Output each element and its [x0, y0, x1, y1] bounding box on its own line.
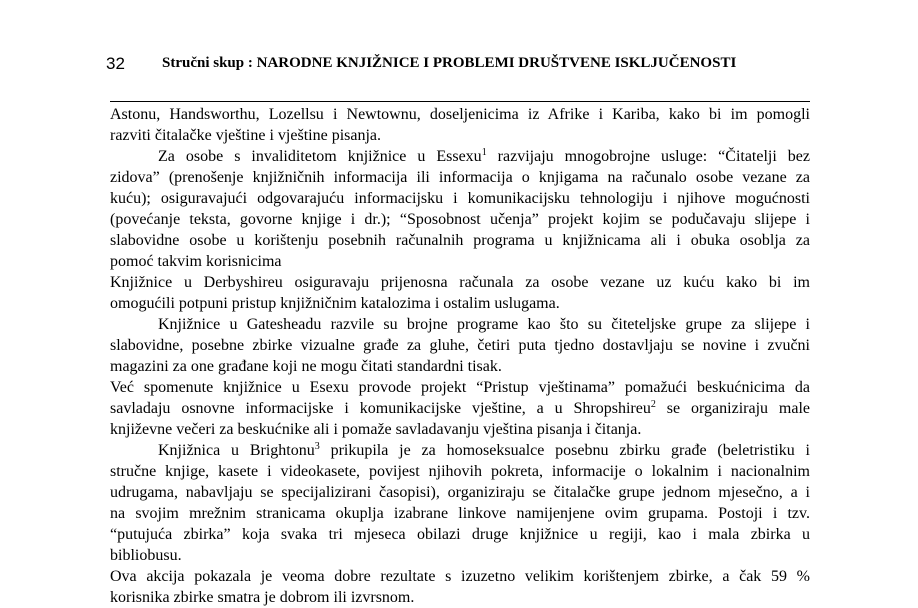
page-header — [106, 54, 812, 78]
text-line: (povećanje teksta, govorne knjige i dr.); “Sposobnost učenja” projekt kojim se podučavaju slijepe i — [110, 211, 810, 228]
running-title: Stručni skup : NARODNE KNJIŽNICE I PROBLEMI DRUŠTVENE ISKLJUČENOSTI — [162, 55, 737, 71]
footnote-ref: 2 — [650, 399, 656, 410]
text-line — [110, 440, 810, 461]
header-rule — [110, 101, 810, 102]
text-line: bibliobusu. — [110, 547, 182, 564]
text-segment: Za osobe s invaliditetom knjižnice u Essexu — [158, 148, 482, 165]
text-line: pomoć takvim korisnicima — [110, 253, 282, 270]
text-segment: prikupila je za homoseksualce posebnu zbirku građe (beletristiku i — [319, 442, 810, 459]
text-line: magazini za one građane koji ne mogu čitati standardni tisak. — [110, 358, 502, 375]
text-line: Knjižnice u Gatesheadu razvile su brojne programe kao što su čiteteljske grupe za slijepe i — [158, 316, 810, 333]
text-segment: savladaju osnovne informacijske i komunikacijske vještine, a u Shropshireu — [110, 400, 651, 417]
document-body — [110, 104, 810, 608]
text-line: “putujuća zbirka” koja svaka tri mjeseca obilazi druge knjižnice u regiji, kao i mala zbirka u — [110, 526, 810, 543]
text-line: slabovidne osobe u korištenju posebnih računalnih programa u knjižnicama ali i obuka osoblja za — [110, 232, 810, 249]
text-line: Ova akcija pokazala je veoma dobre rezultate s izuzetno velikim korištenjem zbirke, a čak 59 % — [110, 568, 810, 585]
text-line: razviti čitalačke vještine i vještine pisanja. — [110, 127, 382, 144]
text-line: Astonu, Handsworthu, Lozellsu i Newtownu, doseljenicima iz Afrike i Kariba, kako bi im pomogli — [110, 106, 810, 123]
text-line: stručne knjige, kasete i videokasete, povijest njihovih pokreta, informacije o lokalnim i nacionalnim — [110, 463, 810, 480]
text-segment: Knjižnica u Brightonu — [158, 442, 315, 459]
text-line: korisnika zbirke smatra je dobrom ili izvrsnom. — [110, 589, 415, 606]
text-line — [110, 398, 810, 419]
text-line: slabovidne, posebne zbirke vizualne građe za gluhe, četiri puta tjedno dostavljaju se novine i zvučni — [110, 337, 810, 354]
text-segment: razvijaju mnogobrojne usluge: “Čitatelji bez — [486, 148, 811, 165]
text-line — [110, 146, 810, 167]
text-segment: se organiziraju male — [655, 400, 811, 417]
footnote-ref: 3 — [314, 441, 320, 452]
text-line: zidova” (prenošenje knjižničnih informacija ili informacija o knjigama na računalo osobe vezane za — [110, 169, 810, 186]
text-line: književne večeri za beskućnike ali i pomaže savladavanju vještina pisanja i čitanja. — [110, 421, 642, 438]
text-line: udrugama, nabavljaju se specijalizirani časopisi), organiziraju se čitalačke grupe jednom mjesečno, a i — [110, 484, 810, 501]
text-line: Knjižnice u Derbyshireu osiguravaju prijenosna računala za osobe vezane uz kuću kako bi im — [110, 274, 810, 291]
text-line: kuću); osiguravajući odgovarajuću informacijsku i komunikacijsku tehnologiju i njihove mogućnosti — [110, 190, 810, 207]
text-line: omogućili potpuni pristup knjižničnim katalozima i ostalim uslugama. — [110, 295, 560, 312]
text-line: na svojim mrežnim stranicama okuplja izabrane linkove namijenjene ovim grupama. Postoji i tzv. — [110, 505, 810, 522]
text-line: Već spomenute knjižnice u Esexu provode projekt “Pristup vještinama” pomažući beskućnicima da — [110, 379, 810, 396]
footnote-ref: 1 — [481, 147, 487, 158]
page-number: 32 — [106, 54, 125, 73]
